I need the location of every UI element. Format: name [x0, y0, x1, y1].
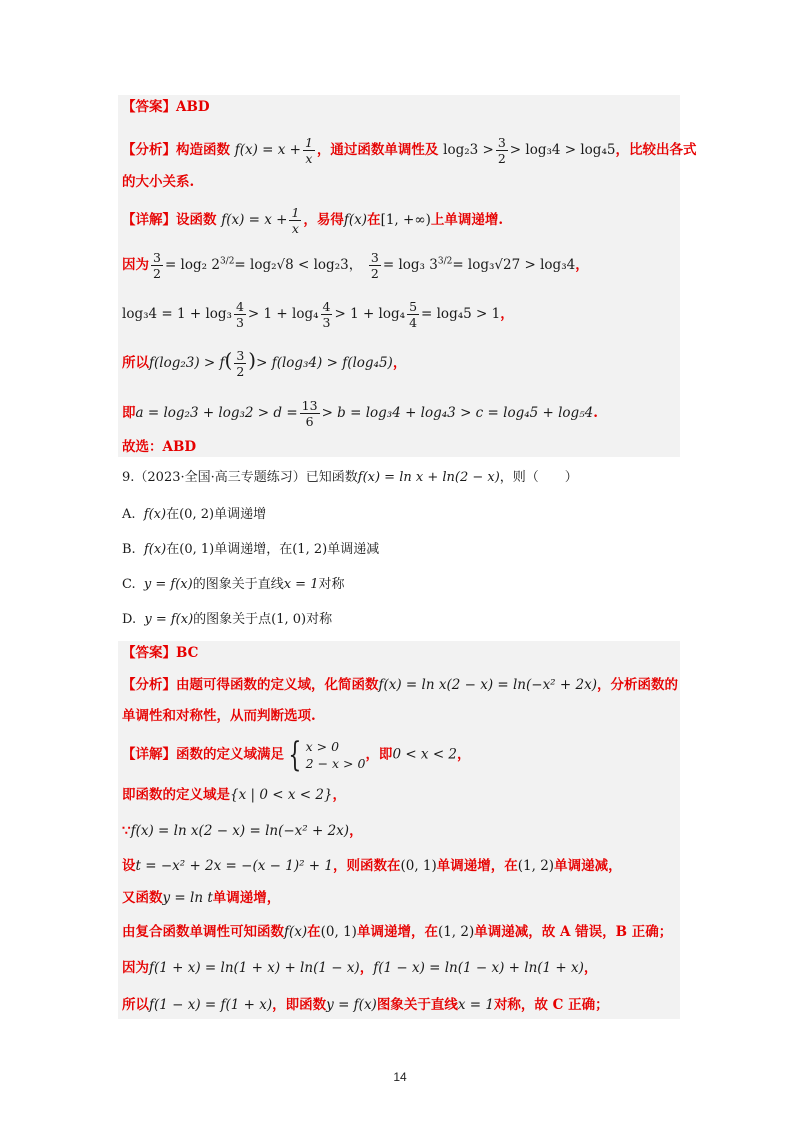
- detail2-line-2: 即函数的定义域是{x | 0 < x < 2}，: [122, 787, 347, 803]
- answer-label: 【答案】ABD: [122, 99, 210, 115]
- detail-line-5: 即a = log₂3 + log₃2 > d = $\frac{13}{6}$ > b = log₃4 + log₄3 > c = log₄5 + log₅4.: [122, 398, 598, 429]
- question-stem: 9.（2023·全国·高三专题练习）已知函数f(x) = ln x + ln(2 − x)，则（ ）: [122, 470, 578, 485]
- analysis2-line-1: 【分析】由题可得函数的定义域，化简函数f(x) = ln x(2 − x) = ln(−x² + 2x)，分析函数的: [122, 677, 678, 693]
- detail2-line-7: 因为f(1 + x) = ln(1 + x) + ln(1 − x)，f(1 − x) = ln(1 − x) + ln(1 + x)，: [122, 960, 598, 976]
- detail-line-4: 所以f(log₂3) > f( $\frac{3}{2}$ )> f(log₃4) > f(log₄5)，: [122, 348, 407, 379]
- answer-label-2: 【答案】BC: [122, 645, 199, 661]
- choose-answer: 故选：ABD: [122, 439, 197, 455]
- option-b: B. f(x)在(0, 1)单调递增，在(1, 2)单调递减: [122, 542, 380, 557]
- analysis2-line-2: 单调性和对称性，从而判断选项.: [122, 708, 316, 724]
- option-a: A. f(x)在(0, 2)单调递增: [122, 507, 267, 522]
- option-c: C. y = f(x)的图象关于直线x = 1对称: [122, 577, 345, 592]
- detail-line-2: 因为 $\frac{3}{2}$ = log₂ $2^{3/2}= \log_2√8 < \log_23$， $\frac{3}{2}$ = log₃ $3^{3/2}= \log_3√27 > \log_34$，: [122, 250, 589, 281]
- detail2-line-1: 【详解】函数的定义域满足 { x > 0 2 − x > 0 ，即0 < x < 2，: [122, 735, 471, 775]
- detail-line-3: log₃4 = 1 + log₃ $\frac{4}{3}$ > 1 + log₄ $\frac{4}{3}$ > 1 + log₄ $\frac{5}{4}$ = log₄5 > 1，: [122, 299, 514, 330]
- analysis-line-2: 的大小关系.: [122, 174, 195, 190]
- detail-line-1: 【详解】设函数 f(x) = x + $\frac{1}{x}$ ，易得f(x)在[1, +∞)上单调递增.: [122, 205, 504, 236]
- option-d: D. y = f(x)的图象关于点(1, 0)对称: [122, 612, 333, 627]
- detail2-line-3: ∵f(x) = ln x(2 − x) = ln(−x² + 2x)，: [122, 823, 363, 839]
- detail2-line-4: 设t = −x² + 2x = −(x − 1)² + 1，则函数在(0, 1)单调递增，在(1, 2)单调递减，: [122, 858, 622, 874]
- page-number: 14: [393, 1070, 407, 1084]
- analysis-line-1: 【分析】构造函数 f(x) = x + $\frac{1}{x}$ ，通过函数单调性及 log₂3 > $\frac{3}{2}$ > log₃4 > log₄5，比较出各式: [122, 135, 697, 166]
- detail2-line-8: 所以f(1 − x) = f(1 + x)，即函数y = f(x)图象关于直线x = 1对称，故 C 正确；: [122, 997, 609, 1013]
- detail2-line-6: 由复合函数单调性可知函数f(x)在(0, 1)单调递增，在(1, 2)单调递减，故 A 错误，B 正确；: [122, 924, 673, 940]
- detail2-line-5: 又函数y = ln t单调递增，: [122, 890, 281, 906]
